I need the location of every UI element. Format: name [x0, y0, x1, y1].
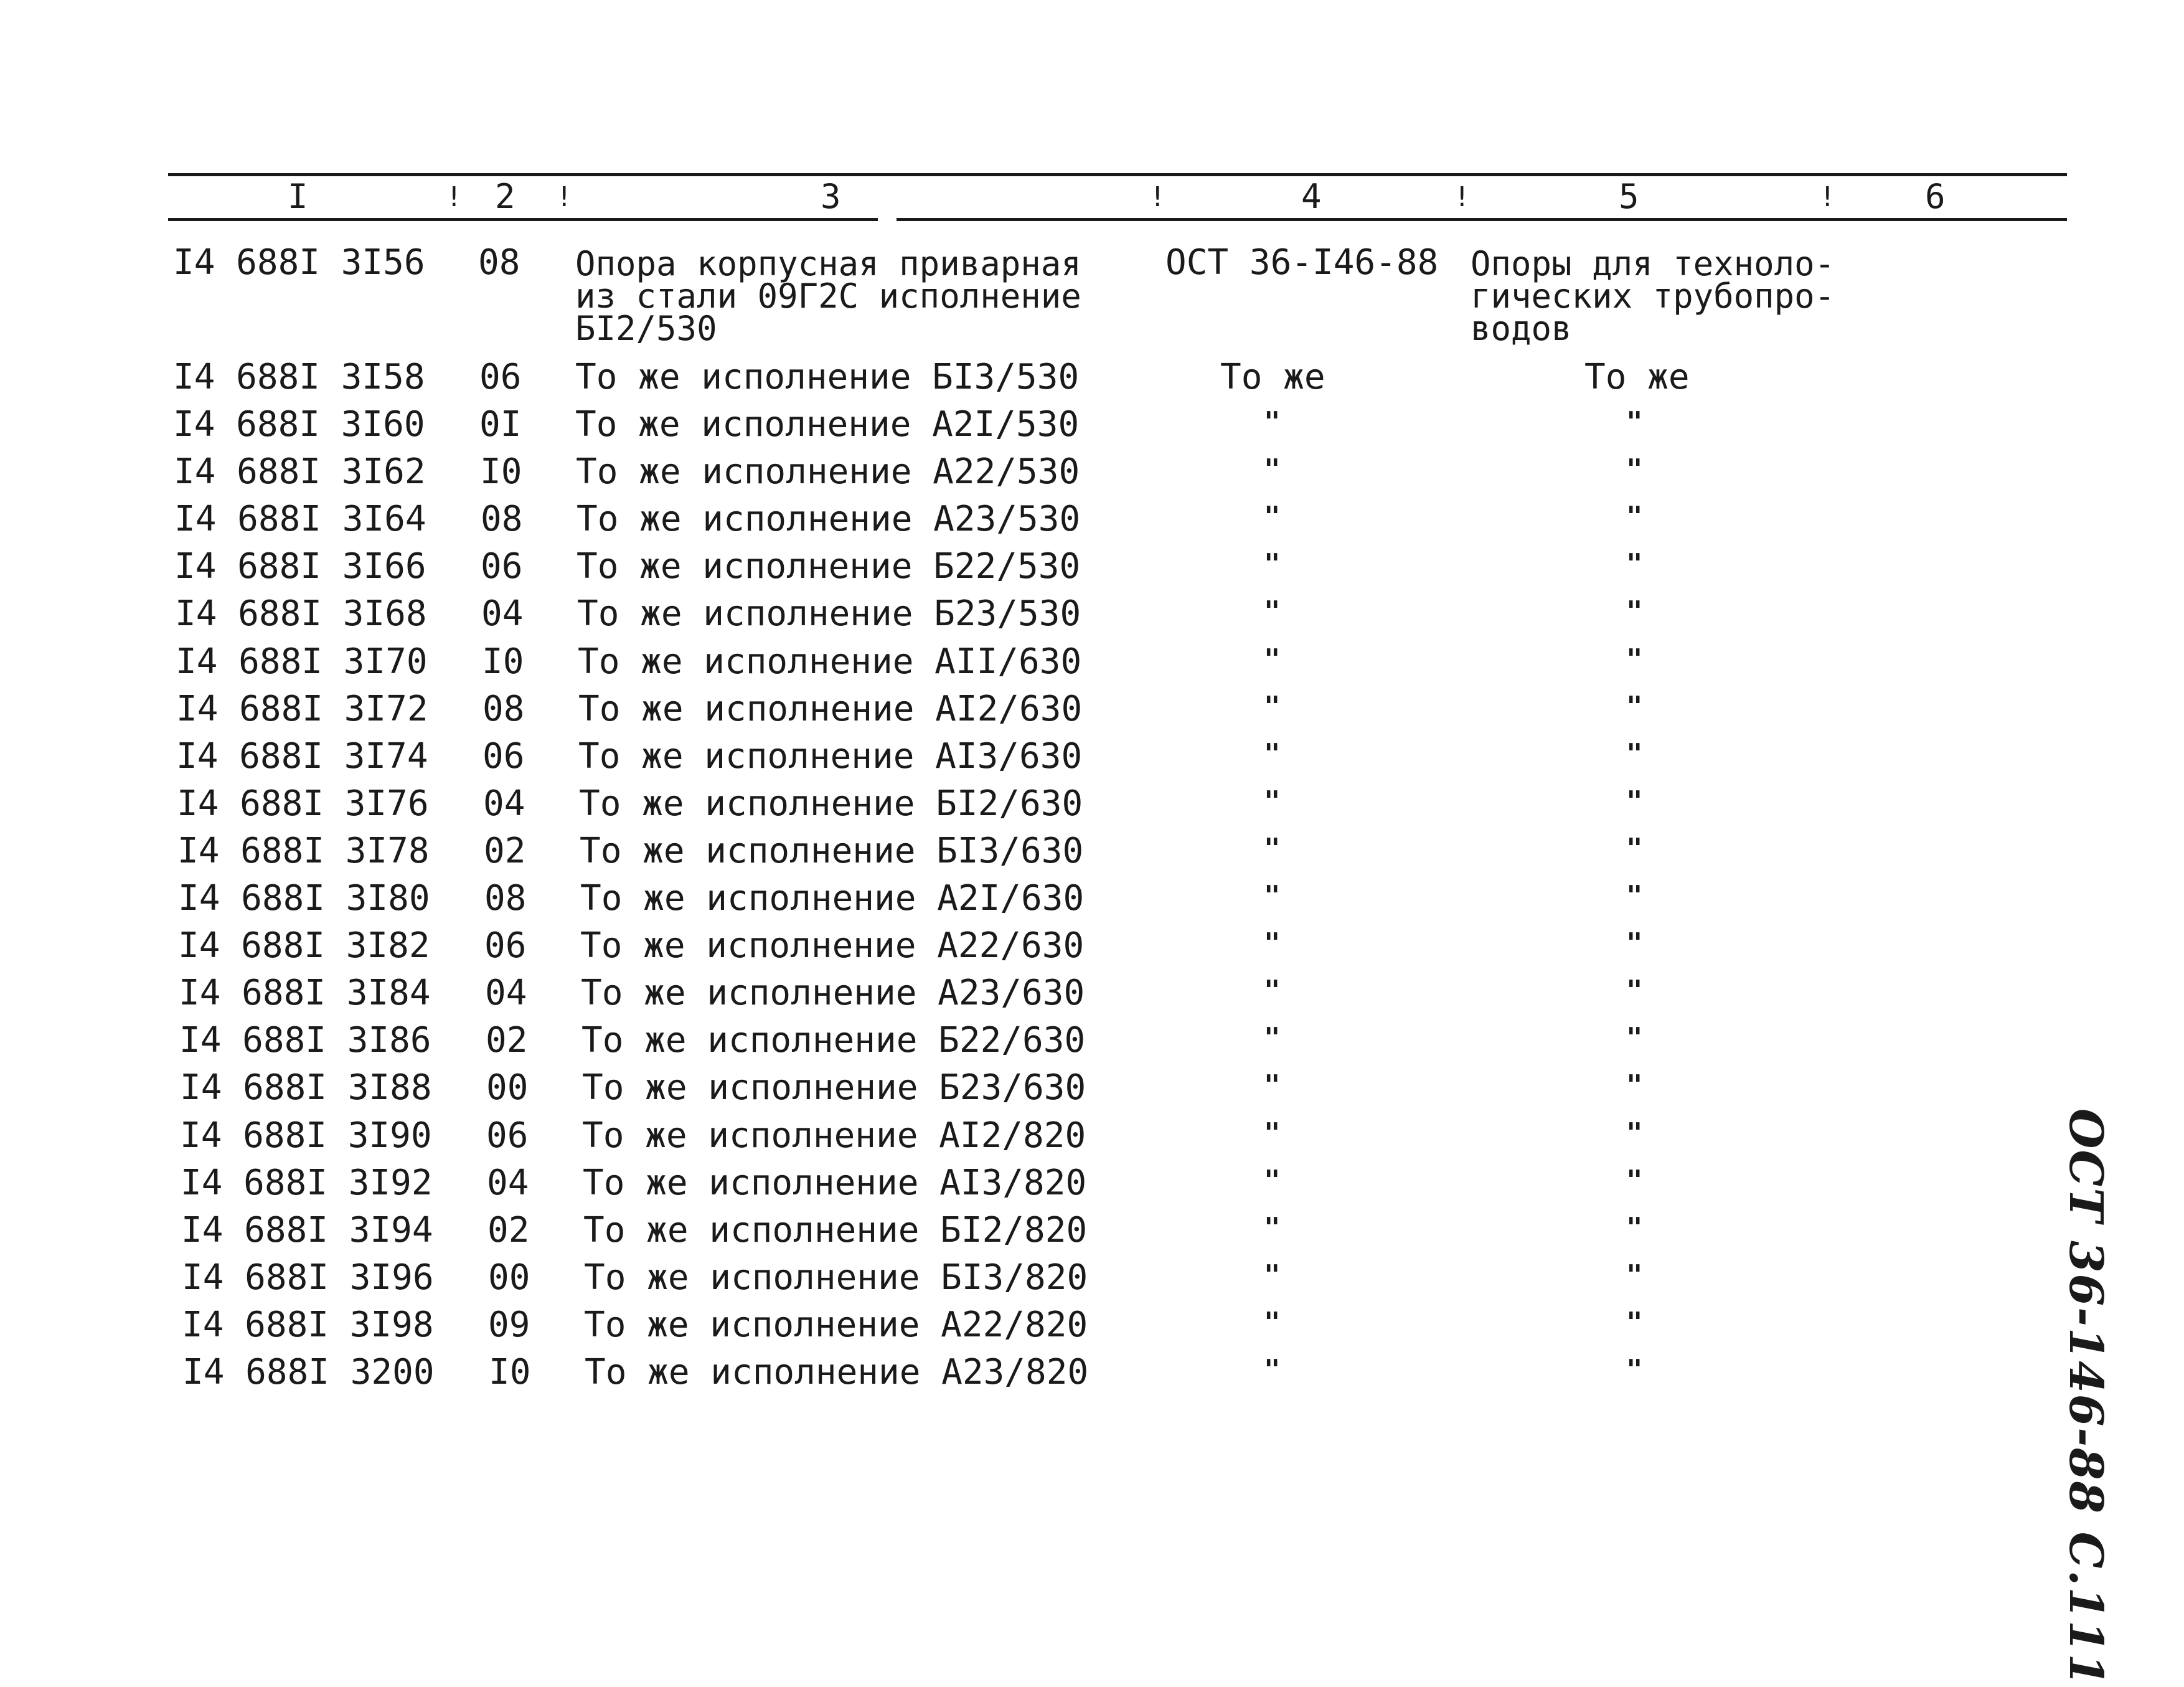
column-header-3: 3	[821, 177, 841, 216]
product-code: I4 688I 3I86	[179, 1020, 431, 1061]
ditto-mark-standard: "	[1264, 785, 1281, 817]
description: То же исполнение АI2/630	[578, 688, 1083, 729]
description: То же исполнение А2I/530	[575, 404, 1080, 445]
description: То же исполнение БI3/820	[584, 1257, 1088, 1298]
control-number: 04	[485, 973, 527, 1014]
control-number: 06	[479, 357, 522, 397]
ditto-mark-purpose: "	[1626, 975, 1643, 1007]
control-number: 09	[488, 1304, 530, 1345]
product-code: I4 688I 3I88	[180, 1067, 432, 1108]
header-bottom-rule-left	[168, 218, 878, 221]
ditto-mark-purpose: "	[1626, 1069, 1643, 1102]
description-line: Опора корпусная приварная	[575, 244, 1081, 283]
purpose-line: водов	[1471, 309, 1572, 348]
ditto-mark-purpose: "	[1626, 1211, 1643, 1244]
description: То же исполнение А23/530	[577, 499, 1081, 540]
purpose-line: Опоры для техноло-	[1471, 244, 1835, 283]
control-number: 02	[487, 1209, 530, 1250]
control-number: 06	[486, 1115, 529, 1156]
ditto-mark-purpose: "	[1626, 501, 1643, 533]
control-number: 08	[478, 242, 520, 283]
product-code: I4 688I 3I80	[178, 878, 430, 919]
description: То же исполнение А2I/630	[580, 878, 1085, 919]
ditto-mark-standard: "	[1264, 406, 1281, 438]
control-number: 04	[481, 593, 524, 635]
ditto-mark-purpose: "	[1626, 737, 1643, 770]
ditto-mark-purpose: "	[1626, 927, 1643, 960]
description: То же исполнение АI2/820	[582, 1115, 1086, 1156]
control-number: 06	[484, 925, 527, 966]
column-header-1: I	[288, 177, 308, 216]
ditto-mark-standard: "	[1264, 1211, 1281, 1244]
ditto-mark-standard: "	[1264, 1164, 1281, 1196]
product-code: I4 688I 3I68	[175, 593, 427, 635]
purpose-line: гических трубопро-	[1471, 276, 1835, 316]
description: То же исполнение А23/630	[581, 973, 1085, 1014]
description: То же исполнение АI3/820	[583, 1162, 1087, 1203]
ditto-mark-standard: "	[1264, 1354, 1281, 1386]
standard-reference: ОСТ 36-I46-88	[1165, 242, 1439, 283]
description: То же исполнение АII/630	[578, 641, 1082, 682]
product-code: I4 688I 3I96	[182, 1257, 434, 1298]
ditto-mark-standard: "	[1264, 1117, 1281, 1149]
description: То же исполнение БI3/530	[575, 357, 1080, 397]
ditto-mark-standard: "	[1264, 737, 1281, 770]
control-number: 00	[488, 1257, 530, 1298]
column-separator: !	[556, 181, 573, 213]
column-separator: !	[1819, 181, 1836, 213]
description-line: из стали 09Г2С исполнение	[575, 276, 1081, 316]
product-code: I4 688I 3I90	[180, 1115, 432, 1156]
control-number: 00	[486, 1067, 529, 1108]
control-number: 08	[482, 688, 525, 729]
product-code: I4 688I 3I82	[178, 925, 430, 966]
ditto-mark-purpose: "	[1626, 785, 1643, 817]
column-separator: !	[1149, 181, 1166, 213]
product-code: I4 688I 3I92	[181, 1162, 433, 1203]
description: То же исполнение Б22/530	[577, 546, 1081, 587]
product-code: I4 688I 3I64	[174, 499, 426, 540]
ditto-mark-purpose: "	[1626, 453, 1643, 486]
product-code: I4 688I 3I74	[176, 735, 428, 777]
product-code: I4 688I 3I72	[176, 688, 428, 729]
purpose: То же	[1584, 357, 1690, 397]
ditto-mark-purpose: "	[1626, 1354, 1643, 1386]
product-code: I4 688I 3I60	[173, 404, 425, 445]
description: То же исполнение БI2/820	[583, 1209, 1088, 1250]
control-number: 08	[481, 499, 523, 540]
control-number: 06	[482, 735, 525, 777]
description: То же исполнение А22/530	[576, 451, 1080, 493]
ditto-mark-standard: "	[1264, 1069, 1281, 1102]
control-number: 04	[483, 783, 525, 824]
product-code: I4 688I 3I98	[182, 1304, 434, 1345]
column-header-2: 2	[495, 177, 515, 216]
ditto-mark-standard: "	[1264, 595, 1281, 628]
control-number: 0I	[479, 404, 522, 445]
ditto-mark-purpose: "	[1626, 1306, 1643, 1338]
product-code: I4 688I 3I84	[179, 973, 431, 1014]
control-number: 04	[487, 1162, 529, 1203]
control-number: I0	[482, 641, 524, 682]
product-code: I4 688I 3I66	[174, 546, 426, 587]
description: То же исполнение Б22/630	[581, 1020, 1086, 1061]
ditto-mark-purpose: "	[1626, 406, 1643, 438]
ditto-mark-standard: "	[1264, 690, 1281, 722]
header-bottom-rule-right	[897, 218, 2067, 221]
ditto-mark-purpose: "	[1626, 1259, 1643, 1291]
description: То же исполнение БI3/630	[580, 830, 1084, 871]
description: То же исполнение АI3/630	[578, 735, 1083, 777]
description: То же исполнение БI2/630	[579, 783, 1083, 824]
ditto-mark-standard: "	[1264, 927, 1281, 960]
ditto-mark-purpose: "	[1626, 548, 1643, 580]
ditto-mark-purpose: "	[1626, 1117, 1643, 1149]
product-code: I4 688I 3I78	[177, 830, 430, 871]
ditto-mark-standard: "	[1264, 975, 1281, 1007]
ditto-mark-standard: "	[1264, 453, 1281, 486]
ditto-mark-purpose: "	[1626, 643, 1643, 675]
table-top-rule	[168, 173, 2067, 176]
ditto-mark-standard: "	[1264, 1306, 1281, 1338]
description: То же исполнение Б23/630	[582, 1067, 1086, 1108]
ditto-mark-standard: "	[1264, 880, 1281, 912]
ditto-mark-purpose: "	[1626, 832, 1643, 864]
ditto-mark-standard: "	[1264, 548, 1281, 580]
control-number: I0	[480, 451, 522, 493]
control-number: 06	[481, 546, 523, 587]
product-code: I4 688I 3I56	[173, 242, 425, 283]
control-number: 08	[484, 878, 527, 919]
ditto-mark-standard: "	[1264, 1259, 1281, 1291]
description: То же исполнение А22/630	[580, 925, 1085, 966]
product-code: I4 688I 3I58	[173, 357, 425, 397]
product-code: I4 688I 3200	[182, 1352, 435, 1392]
product-code: I4 688I 3I62	[174, 451, 426, 493]
control-number: 02	[484, 830, 526, 871]
description: То же исполнение Б23/530	[577, 593, 1081, 635]
margin-stamp	[2059, 1108, 2148, 1687]
product-code: I4 688I 3I94	[181, 1209, 433, 1250]
product-code: I4 688I 3I70	[176, 641, 428, 682]
standard-reference: То же	[1220, 357, 1325, 397]
margin-stamp-text: ОСТ 36-146-88 С.111	[2059, 1108, 2112, 1687]
ditto-mark-standard: "	[1264, 832, 1281, 864]
control-number: I0	[489, 1352, 531, 1392]
column-separator: !	[1454, 181, 1471, 213]
control-number: 02	[486, 1020, 528, 1061]
ditto-mark-standard: "	[1264, 501, 1281, 533]
description: То же исполнение А22/820	[584, 1304, 1088, 1345]
product-code: I4 688I 3I76	[177, 783, 429, 824]
ditto-mark-purpose: "	[1626, 690, 1643, 722]
ditto-mark-purpose: "	[1626, 1164, 1643, 1196]
ditto-mark-purpose: "	[1626, 1022, 1643, 1054]
column-separator: !	[446, 181, 463, 213]
description-line: БI2/530	[575, 309, 717, 348]
ditto-mark-purpose: "	[1626, 595, 1643, 628]
description: То же исполнение А23/820	[585, 1352, 1089, 1392]
column-header-6: 6	[1925, 177, 1946, 216]
column-header-5: 5	[1619, 177, 1639, 216]
ditto-mark-purpose: "	[1626, 880, 1643, 912]
ditto-mark-standard: "	[1264, 1022, 1281, 1054]
column-header-4: 4	[1301, 177, 1322, 216]
ditto-mark-standard: "	[1264, 643, 1281, 675]
